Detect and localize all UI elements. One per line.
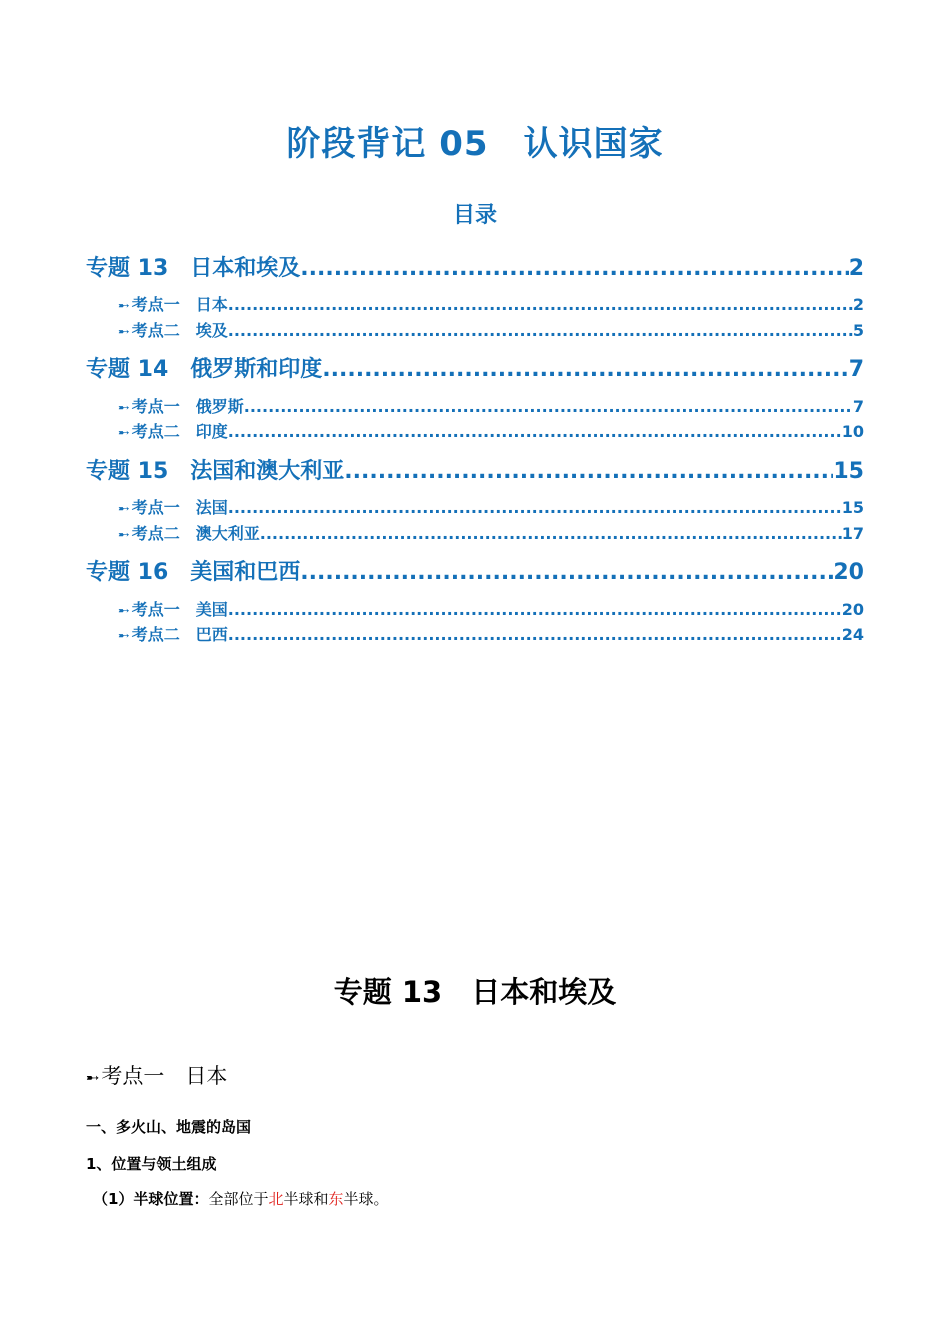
- paragraph-hemisphere: [93, 1188, 389, 1209]
- arrow-icon: ➸: [118, 603, 130, 619]
- toc-entry-label: 专题 13 日本和埃及: [86, 256, 301, 281]
- arrow-icon: ➸: [118, 501, 130, 517]
- toc-entry-topic-16[interactable]: [86, 555, 864, 586]
- kaodian-heading: [86, 1060, 227, 1090]
- toc-leader-dots: [228, 600, 842, 619]
- arrow-icon: ➸: [118, 324, 130, 340]
- toc-leader-dots: [228, 321, 853, 340]
- toc-entry-label: 专题 15 法国和澳大利亚: [86, 459, 345, 484]
- arrow-icon: ➸: [118, 298, 130, 314]
- arrow-icon: ➸: [118, 628, 130, 644]
- toc-subentry-label: 考点一 美国: [131, 600, 228, 619]
- toc-subentry-page: 7: [852, 397, 864, 416]
- toc-entry-page: 20: [833, 560, 864, 585]
- toc-entry-page: 2: [848, 256, 864, 281]
- toc-entry-topic-14[interactable]: [86, 352, 864, 383]
- toc-entry-topic-15[interactable]: [86, 454, 864, 485]
- toc-leader-dots: [228, 295, 853, 314]
- toc-subentry-label: 考点二 埃及: [131, 321, 228, 340]
- toc-subentry-page: 5: [852, 321, 864, 340]
- toc-leader-dots: [344, 459, 833, 484]
- toc-entry-topic-13[interactable]: [86, 251, 864, 282]
- toc-subentry-label: 考点一 日本: [131, 295, 228, 314]
- arrow-icon: ➸: [118, 425, 130, 441]
- toc-entry-page: 7: [848, 357, 864, 382]
- para-text: 全部位于: [208, 1190, 269, 1208]
- arrow-icon: ➸: [118, 527, 130, 543]
- toc-subentry[interactable]: [118, 419, 864, 442]
- toc-leader-dots: [322, 357, 848, 382]
- toc-subentry-label: 考点一 法国: [131, 498, 228, 517]
- arrow-icon: ➸: [118, 400, 130, 416]
- document-title: 阶段背记 05 认识国家: [286, 124, 664, 164]
- toc-subentry-label: 考点二 澳大利亚: [131, 524, 260, 543]
- kaodian-label: 考点一 日本: [101, 1064, 228, 1088]
- toc-subentry-page: 15: [841, 498, 864, 517]
- toc-subentry-page: 17: [841, 524, 864, 543]
- toc-entry-label: 专题 14 俄罗斯和印度: [86, 357, 323, 382]
- toc-subentry[interactable]: [118, 394, 864, 417]
- toc-leader-dots: [228, 625, 842, 644]
- toc-heading: 目录: [452, 203, 497, 228]
- heading-level-2: 1、位置与领土组成: [86, 1155, 217, 1173]
- toc-subentry[interactable]: [118, 597, 864, 620]
- toc-entry-page: 15: [833, 459, 864, 484]
- toc-subentry-page: 20: [841, 600, 864, 619]
- toc-subentry-label: 考点一 俄罗斯: [131, 397, 244, 416]
- toc-leader-dots: [300, 256, 848, 281]
- toc-subentry[interactable]: [118, 318, 864, 341]
- para-answer: 北: [268, 1190, 284, 1208]
- toc-leader-dots: [228, 498, 842, 517]
- para-label: （1）半球位置：: [93, 1190, 209, 1208]
- para-text: 半球和: [283, 1190, 329, 1208]
- toc-subentry[interactable]: [118, 495, 864, 518]
- toc-leader-dots: [244, 397, 853, 416]
- toc-subentry[interactable]: [118, 622, 864, 645]
- para-answer: 东: [328, 1190, 344, 1208]
- toc-subentry-page: 10: [841, 422, 864, 441]
- heading-level-1: 一、多火山、地震的岛国: [86, 1118, 252, 1136]
- toc-entry-label: 专题 16 美国和巴西: [86, 560, 301, 585]
- arrow-icon: ➸: [86, 1068, 100, 1087]
- para-text: 半球。: [343, 1190, 389, 1208]
- toc-subentry[interactable]: [118, 521, 864, 544]
- toc-subentry-label: 考点二 巴西: [131, 625, 228, 644]
- toc-subentry-page: 2: [852, 295, 864, 314]
- section-title: 专题 13 日本和埃及: [333, 975, 617, 1009]
- toc-leader-dots: [300, 560, 833, 585]
- toc-subentry-label: 考点二 印度: [131, 422, 228, 441]
- toc-subentry[interactable]: [118, 292, 864, 315]
- toc-leader-dots: [228, 422, 842, 441]
- toc-leader-dots: [260, 524, 842, 543]
- toc-subentry-page: 24: [841, 625, 864, 644]
